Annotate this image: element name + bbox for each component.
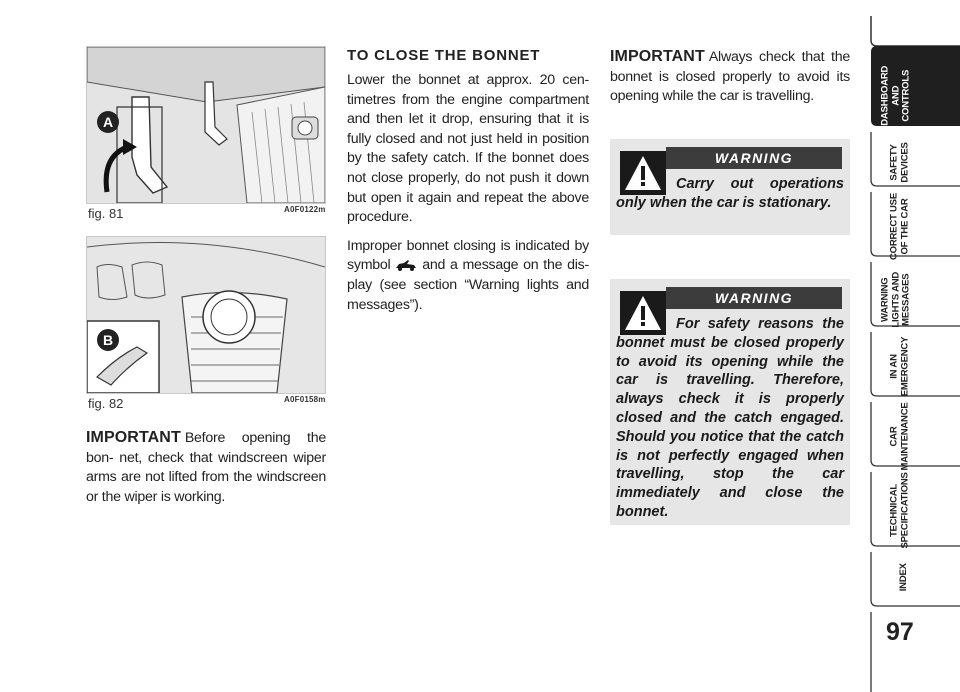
front-grille-illustration bbox=[87, 237, 325, 393]
tab-index[interactable] bbox=[870, 546, 960, 606]
bonnet-catch-illustration bbox=[87, 47, 325, 203]
important-note-left bbox=[86, 428, 326, 507]
figure-82-caption: fig. 82 bbox=[88, 396, 124, 411]
paragraph-2-start: Improper bonnet closing is indicated by symbol bbox=[347, 237, 589, 274]
tab-label: CAR MAINTENANCE bbox=[888, 402, 910, 471]
important-note-right bbox=[610, 47, 850, 107]
page-number: 97 bbox=[886, 618, 914, 646]
tab-label: INDEX bbox=[897, 563, 909, 592]
close-bonnet-paragraph-1: Lower the bonnet at approx. 20 cen- timetres from the engine compartment and then let it drop, ensuring that it is fully closed and not just held in position by the safety catch. If the bonnet does not close properly, do not push it down but open it again and repeat the above procedure. bbox=[347, 72, 589, 226]
figure-callout-a: A bbox=[97, 111, 119, 133]
important-label-right: IMPORTANT bbox=[610, 48, 705, 65]
important-text: Before opening the bon- net, check that windscreen wiper arms are not lifted from the windscreen or the wiper is working. bbox=[86, 430, 326, 505]
warning-title-1: WARNING bbox=[666, 147, 842, 169]
warning-title-2: WARNING bbox=[666, 287, 842, 309]
warning-box-1 bbox=[610, 139, 850, 235]
figure-81-caption: fig. 81 bbox=[88, 206, 124, 221]
tab-label: TECHNICAL SPECIFICATIONS bbox=[888, 472, 910, 549]
tab-safety-devices[interactable] bbox=[870, 126, 960, 186]
tab-dashboard-and-controls[interactable] bbox=[870, 46, 960, 126]
bonnet-open-car-icon bbox=[395, 260, 417, 271]
tab-label: WARNING LIGHTS AND MESSAGES bbox=[879, 271, 912, 328]
paragraph-2-end: and a message on the dis- play (see section “Warning lights and messages”). bbox=[347, 257, 590, 313]
section-heading: TO CLOSE THE BONNET bbox=[347, 47, 541, 64]
tab-technical-specifications[interactable] bbox=[870, 466, 960, 549]
tab-label: SAFETY DEVICES bbox=[888, 142, 910, 183]
figure-82-code: A0F0158m bbox=[284, 395, 326, 404]
figure-82 bbox=[86, 236, 326, 394]
figure-81 bbox=[86, 46, 326, 204]
tab-car-maintenance[interactable] bbox=[870, 396, 960, 471]
warning-box-2 bbox=[610, 279, 850, 525]
close-bonnet-paragraph-2 bbox=[347, 237, 589, 315]
figure-81-code: A0F0122m bbox=[284, 205, 326, 214]
tab-correct-use[interactable] bbox=[870, 186, 960, 260]
important-label: IMPORTANT bbox=[86, 429, 181, 446]
tab-in-an-emergency[interactable] bbox=[870, 326, 960, 396]
close-bonnet-body bbox=[347, 71, 589, 324]
warning-text-1: Carry out operations only when the car is stationary. bbox=[616, 176, 844, 211]
figure-callout-b: B bbox=[97, 329, 119, 351]
tab-label: DASHBOARD AND CONTROLS bbox=[879, 65, 912, 126]
tab-warning-lights[interactable] bbox=[870, 256, 960, 326]
tab-label: CORRECT USE OF THE CAR bbox=[888, 193, 910, 260]
warning-text-2: For safety reasons the bonnet must be closed properly to avoid its opening while the car is travelling. Therefore, always check it is properly closed and the catch engaged. Should you notice that the catch is not perfectly engaged when travelling, stop the car immediately and close the bonnet. bbox=[616, 316, 844, 520]
tab-label: IN AN EMERGENCY bbox=[888, 336, 910, 397]
important-text-right: Always check that the bonnet is closed properly to avoid its opening while the car is travelling. bbox=[610, 49, 850, 105]
chapter-tabs bbox=[870, 0, 960, 692]
